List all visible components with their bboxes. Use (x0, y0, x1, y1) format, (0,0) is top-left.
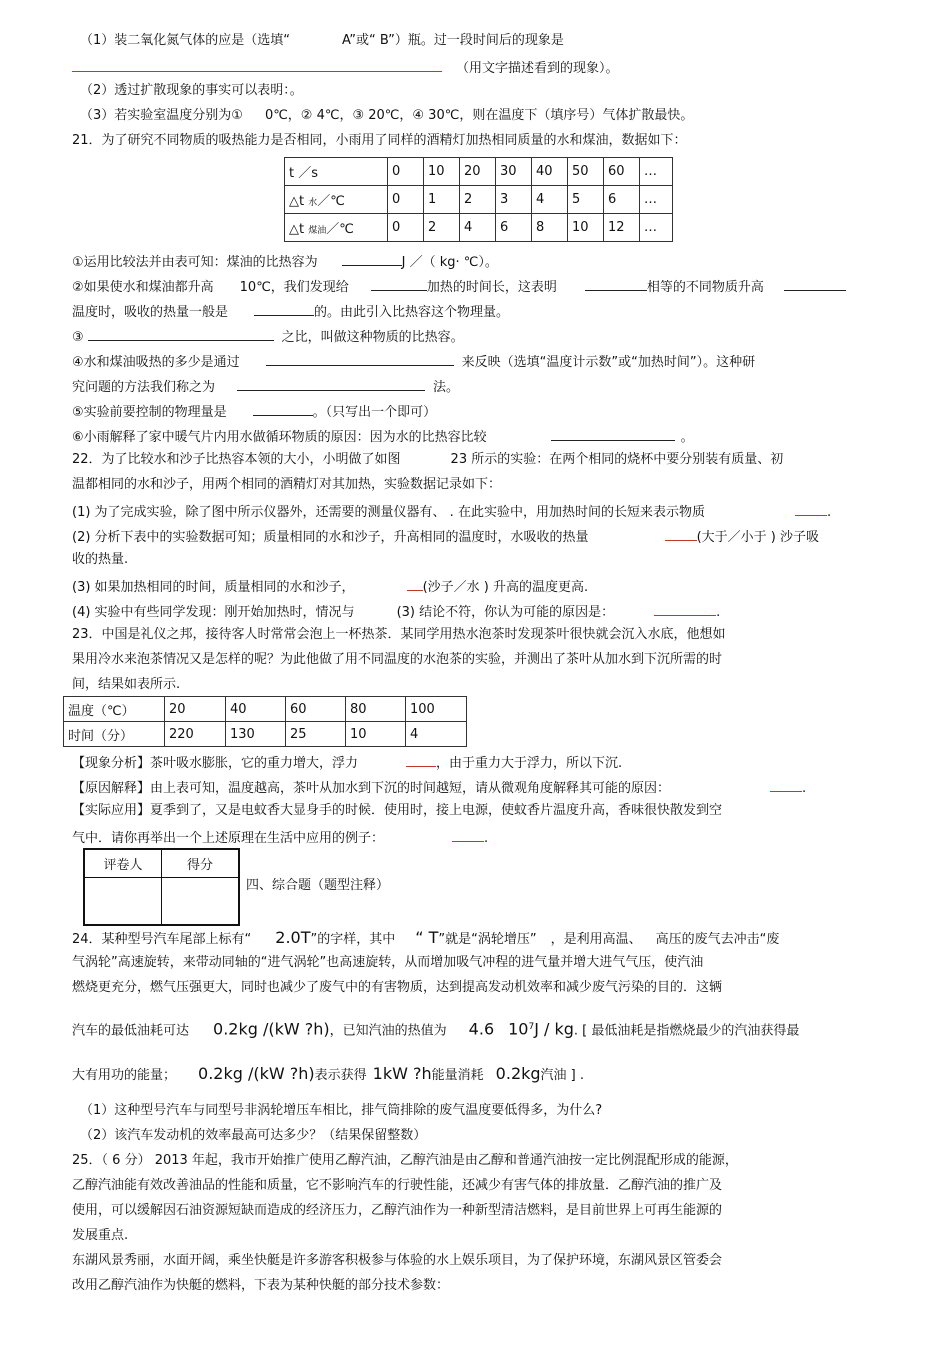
table-cell: 6 (604, 186, 640, 214)
reviewer-cell[interactable] (84, 878, 162, 926)
table-row (64, 697, 467, 722)
q24-l5c-text: 表示获得 (314, 1068, 367, 1083)
q20-part1c-text: （用文字描述看到的现象）。 (456, 61, 619, 76)
q25-line6: 改用乙醇汽油作为快艇的燃料，下表为某种快艇的部分技术参数： (72, 1278, 450, 1293)
q23-row1-label: 温度（℃） (64, 697, 165, 722)
q24-l4g-text: . [ 最低油耗是指燃烧最少的汽油获得最 (573, 1023, 800, 1039)
q21-s6a-text: ⑥小雨解释了家中暖气片内用水做循环物质的原因：因为水的比热容比较 (72, 430, 487, 445)
table-cell: 4 (406, 722, 467, 747)
q24-l1g-text: 高压的废气去冲击“废 (655, 932, 780, 947)
q22-line1 (72, 451, 783, 469)
q25-line3: 使用，可以缓解因石油资源短缺而造成的经济压力，乙醇汽油作为一种新型清洁燃料，是目前世界上可再生能源的 (72, 1203, 723, 1218)
table-cell: 40 (226, 697, 286, 722)
table-cell: 20 (165, 697, 226, 722)
q21-s2e-text: 温度时，吸收的热量一般是 (72, 305, 229, 320)
q21-s6b-text: 。 (680, 430, 694, 445)
q21-s5b-text: 。（只写出一个即可） (312, 405, 437, 420)
q21-s5 (72, 401, 436, 422)
absorb-heat-blank[interactable] (795, 501, 827, 516)
q22-l1b-text: 23 所示的实验：在两个相同的烧杯中要分别装有质量、初 (450, 452, 784, 467)
q20-part3b-text: 0℃，② 4℃，③ 20℃，④ 30℃，则在温度下（填序号）气体扩散最快。 (264, 108, 694, 123)
table-cell: … (640, 158, 673, 186)
q24-l1a-text: 24．某种型号汽车尾部上标有“ (72, 932, 252, 947)
table-row (64, 722, 467, 747)
q23-row2-label: 时间（分） (64, 722, 165, 747)
micro-reason-blank[interactable] (770, 777, 802, 792)
q24-l1f-text: ，是利用高温、 (550, 932, 642, 947)
q22-l3-end: . (826, 505, 832, 520)
q23-a2-text: 【原因解释】由上表可知，温度越高，茶叶从加水到下沉的时间越短，请从微观角度解释其可能的原因： (72, 781, 671, 796)
heat-value: 4.6 (468, 1019, 495, 1039)
q23-a1b-text: ，由于重力大于浮力，所以下沉. (436, 756, 623, 771)
table-row (285, 158, 673, 186)
table-cell: 130 (226, 722, 286, 747)
q22-line5: 收的热量. (72, 552, 129, 567)
q21-s4 (72, 351, 755, 372)
table-cell: 25 (286, 722, 346, 747)
q23-a4-text: 气中．请你再举出一个上述原理在生活中应用的例子： (72, 831, 385, 846)
q21-s4c-text: 究问题的方法我们称之为 (72, 380, 216, 395)
table-cell: 2 (424, 214, 460, 242)
q20-line1 (80, 32, 564, 50)
q22-l6b-text: (沙子／水 ) 升高的温度更高. (422, 580, 589, 595)
equal-quantity-blank[interactable] (585, 276, 647, 291)
table-cell: 2 (460, 186, 496, 214)
delta-t-label: △t (289, 194, 305, 209)
q21-s1b-text: J ／（ kg· ℃）。 (401, 255, 498, 270)
q22-line4 (72, 526, 819, 547)
q25-line1: 25．（ 6 分） 2013 年起，我市开始推广使用乙醇汽油，乙醇汽油是由乙醇和普通汽油按一定比例混配形成的能源， (72, 1153, 738, 1168)
heat-blank[interactable] (254, 301, 314, 316)
q22-l1a-text: 22．为了比较水和沙子比热容本领的大小，小明做了如图 (72, 452, 401, 467)
q24-l4c-text: ，已知汽油的热值为 (329, 1023, 447, 1039)
q24-2-0t: 2.0T (275, 928, 311, 947)
q22-l7a-text: (4) 实验中有些同学发现：刚开始加热时，情况与 (72, 605, 355, 620)
q21-s3a-text: ③ (72, 330, 84, 345)
q22-l6a-text: (3) 如果加热相同的时间，质量相同的水和沙子， (72, 580, 355, 595)
q22-line3 (72, 501, 831, 522)
q21-s4-cont (72, 376, 459, 397)
table-cell: 0 (388, 214, 424, 242)
q22-l4a-text: (2) 分析下表中的实验数据可知；质量相同的水和沙子，升高相同的温度时，水吸收的热量 (72, 530, 589, 545)
q21-s2a-text: ②如果使水和煤油都升高 (72, 280, 214, 295)
q21-s2d-text: 相等的不同物质升高 (646, 280, 764, 295)
q21-s3b-text: 之比，叫做这种物质的比热容。 (281, 330, 464, 345)
delta-t-label: △t (289, 222, 305, 237)
higher-temp-blank[interactable] (407, 576, 423, 591)
q21-s5a-text: ⑤实验前要控制的物理量是 (72, 405, 227, 420)
table-cell: 6 (496, 214, 532, 242)
temperature-blank[interactable] (784, 276, 846, 291)
q23-a4-end: . (484, 831, 489, 846)
table-cell: 8 (532, 214, 568, 242)
score-label: 得分 (162, 849, 240, 878)
table-cell: 1 (424, 186, 460, 214)
q20-line2 (72, 57, 619, 78)
definition-blank[interactable] (88, 326, 274, 341)
q22-line6 (72, 576, 588, 597)
q22-l7b-text: (3) 结论不符，你认为可能的原因是： (396, 605, 615, 620)
q20-part3a-text: （3）若实验室温度分别为① (80, 108, 243, 123)
table-row (84, 878, 239, 926)
kerosene-subscript: 煤油 (308, 226, 327, 236)
q21-row2-label (285, 214, 388, 242)
q20-part1b-text: A”或“ B”）瓶。过一段时间后的现象是 (342, 33, 564, 48)
table-cell: 3 (496, 186, 532, 214)
q23-a1a-text: 【现象分析】茶叶吸水膨胀，它的重力增大，浮力 (72, 756, 359, 771)
q21-intro: 21．为了研究不同物质的吸热能力是否相同，小雨用了同样的酒精灯加热相同质量的水和煤油，数据如下： (72, 133, 687, 148)
buoyancy-blank[interactable] (406, 752, 436, 767)
q22-line2: 温都相同的水和沙子，用两个相同的酒精灯对其加热，实验数据记录如下： (72, 477, 502, 492)
q23-explanation (72, 777, 806, 798)
q20-phenomenon-blank[interactable] (72, 57, 442, 72)
q24-line1 (72, 929, 779, 949)
table-cell: 30 (496, 158, 532, 186)
q24-l5e-text: 能量消耗 (431, 1068, 484, 1083)
water-subscript: 水 (308, 198, 318, 208)
section-4-title: 四、综合题（题型注释） (246, 878, 390, 893)
q21-s2f-text: 的。由此引入比热容这个物理量。 (314, 305, 510, 320)
method-blank[interactable] (237, 376, 425, 391)
q23-a2-end: . (802, 781, 807, 796)
score-box (83, 848, 240, 926)
q22-l3-text: (1) 为了完成实验，除了图中所示仪器外，还需要的测量仪器有、 . 在此实验中，用加热时间的长短来表示物质 (72, 505, 705, 520)
q21-s2b-text: 10℃，我们发现给 (239, 280, 349, 295)
table-row (285, 214, 673, 242)
q21-s4a-text: ④水和煤油吸热的多少是通过 (72, 355, 240, 370)
q20-line3: （2）透过扩散现象的事实可以表明：。 (80, 83, 303, 98)
q23-line2: 果用冷水来泡茶情况又是怎样的呢？为此他做了用不同温度的水泡茶的实验，并测出了茶叶从加水到下沉所需的时 (72, 652, 723, 667)
q21-s2-cont (72, 301, 509, 322)
power-base: 10 (508, 1019, 529, 1039)
specific-heat-compare-blank[interactable] (551, 426, 675, 441)
q23-application-cont (72, 827, 488, 848)
q24-l5g-text: 汽油 ] . (540, 1068, 585, 1083)
q23-line3: 间，结果如表所示. (72, 677, 181, 692)
unit-label: ／℃ (326, 222, 354, 237)
table-cell: 10 (346, 722, 406, 747)
table-cell: … (640, 186, 673, 214)
q24-l4a-text: 汽车的最低油耗可达 (72, 1023, 190, 1039)
compare-heat-blank[interactable] (665, 526, 697, 541)
table-cell: 4 (532, 186, 568, 214)
q21-s6 (72, 426, 694, 447)
table-cell: 80 (346, 697, 406, 722)
q25-line2: 乙醇汽油能有效改善油品的性能和质量，它不影响汽车的行驶性能，还减少有害气体的排放量．乙醇汽油的推广及 (72, 1178, 723, 1193)
q21-head-label: t ／s (285, 158, 388, 186)
controlled-variable-blank[interactable] (253, 401, 313, 416)
q21-s3 (72, 326, 464, 347)
q21-s4d-text: 法。 (433, 380, 460, 395)
q22-l7-end: . (716, 605, 721, 620)
score-cell[interactable] (162, 878, 240, 926)
table-cell: 60 (604, 158, 640, 186)
q24-t: “ T (415, 928, 439, 947)
table-cell: 20 (460, 158, 496, 186)
table-cell: 10 (424, 158, 460, 186)
q24-l5a-text: 大有用功的能量； (72, 1068, 177, 1083)
reflect-blank[interactable] (266, 351, 454, 366)
q24-question1: （1）这种型号汽车与同型号非涡轮增压车相比，排气筒排除的废气温度要低得多，为什么? (80, 1103, 603, 1118)
table-row (84, 849, 239, 878)
q21-row1-label (285, 186, 388, 214)
q24-line3: 燃烧更充分，燃气压强更大，同时也减少了废气中的有害物质，达到提高发动机效率和减少废气污染的目的．这辆 (72, 980, 723, 995)
table-cell: 60 (286, 697, 346, 722)
table-cell: … (640, 214, 673, 242)
q25-line5: 东湖风景秀丽，水面开阔，乘坐快艇是许多游客积极参与体验的水上娱乐项目，为了保护环境，东湖风景区管委会 (72, 1253, 723, 1268)
q24-line4 (72, 1016, 799, 1042)
table-cell: 40 (532, 158, 568, 186)
q21-s1 (72, 251, 498, 272)
q25-line4: 发展重点. (72, 1228, 129, 1243)
q21-data-table (284, 157, 673, 242)
unit-label: ／℃ (317, 194, 345, 209)
fuel-mass: 0.2kg (495, 1064, 541, 1083)
q23-line1: 23．中国是礼仪之邦，接待客人时常常会泡上一杯热茶．某同学用热水泡茶时发现茶叶很快就会沉入水底，他想如 (72, 627, 726, 642)
q21-s1a-text: ①运用比较法并由表可知：煤油的比热容为 (72, 255, 318, 270)
q24-l1e-text: ”就是“涡轮增压” (438, 932, 537, 947)
reason-blank[interactable] (654, 601, 716, 616)
table-row (285, 186, 673, 214)
table-cell: 220 (165, 722, 226, 747)
q20-part1-text: （1）装二氧化氮气体的应是（选填“ (80, 33, 291, 48)
q21-s2 (72, 276, 846, 297)
table-cell: 4 (460, 214, 496, 242)
table-cell: 50 (568, 158, 604, 186)
energy-amount: 1kW ?h (372, 1064, 432, 1083)
table-cell: 10 (568, 214, 604, 242)
specific-heat-blank[interactable] (342, 251, 402, 266)
q20-line4 (80, 107, 693, 125)
min-fuel-consumption: 0.2kg /(kW ?h) (213, 1019, 330, 1039)
q23-data-table (63, 696, 467, 747)
power-exponent: 7 (528, 1022, 535, 1032)
q24-question2: （2）该汽车发动机的效率最高可达多少？（结果保留整数） (80, 1128, 427, 1143)
table-cell: 5 (568, 186, 604, 214)
q21-s2c-text: 加热的时间长，这表明 (426, 280, 557, 295)
heat-unit: J / kg (534, 1019, 574, 1039)
q21-s4b-text: 来反映（选填“温度计示数”或“加热时间”）。这种研 (461, 355, 756, 370)
q24-l1c-text: ”的字样，其中 (310, 932, 396, 947)
q24-line2: 气涡轮”高速旋转，来带动同轴的“进气涡轮”也高速旋转，从而增加吸气冲程的进气量并增大进气气压，使汽油 (72, 955, 704, 970)
table-cell: 0 (388, 186, 424, 214)
substance-blank[interactable] (371, 276, 427, 291)
table-cell: 0 (388, 158, 424, 186)
q22-l4b-text: (大于／小于 ) 沙子吸 (696, 530, 819, 545)
table-cell: 100 (406, 697, 467, 722)
q23-application: 【实际应用】夏季到了，又是电蚊香大显身手的时候．使用时，接上电源，使蚊香片温度升高，香味很快散发到空 (72, 803, 723, 818)
q23-analysis (72, 752, 622, 773)
table-cell: 12 (604, 214, 640, 242)
reviewer-label: 评卷人 (84, 849, 162, 878)
q22-line7 (72, 601, 720, 622)
fuel-rate: 0.2kg /(kW ?h) (198, 1064, 315, 1083)
example-blank[interactable] (452, 827, 484, 842)
q24-line5 (72, 1063, 584, 1087)
